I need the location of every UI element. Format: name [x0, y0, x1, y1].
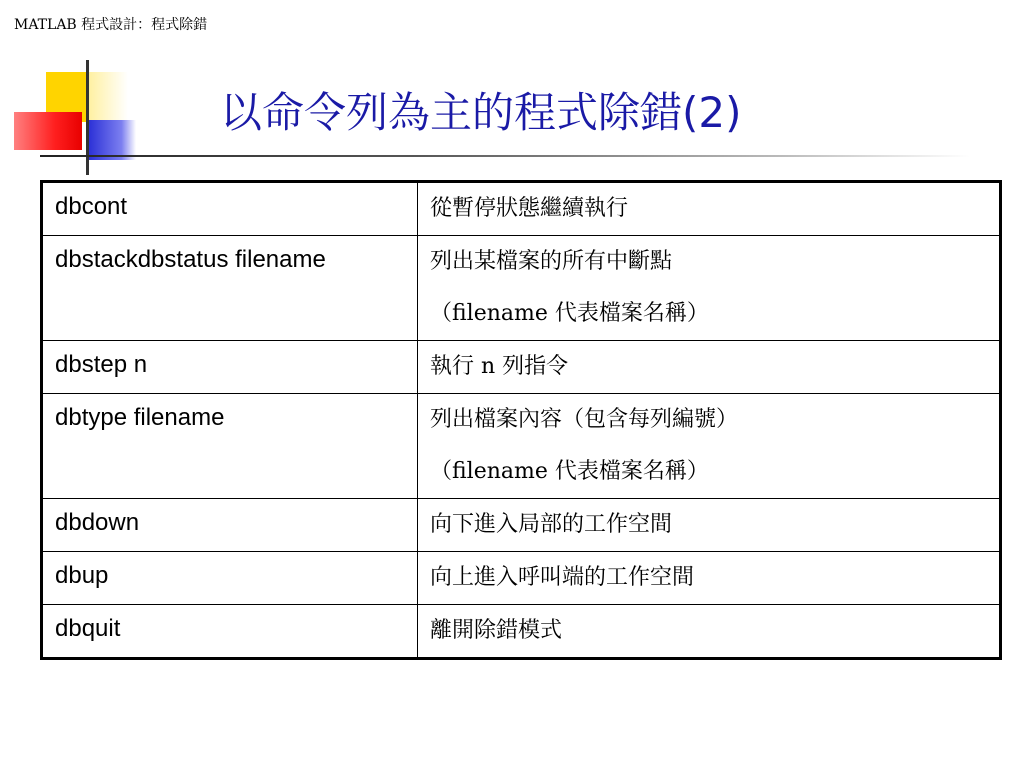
table-row	[42, 552, 1001, 605]
command-cell: dbup	[42, 552, 418, 605]
description-cell	[418, 236, 1001, 341]
description-line: （filename 代表檔案名稱）	[430, 459, 709, 484]
command-cell: dbstackdbstatus filename	[42, 236, 418, 341]
header-text: MATLAB 程式設計：程式除錯	[14, 17, 208, 33]
command-cell: dbcont	[42, 182, 418, 236]
description-cell	[418, 499, 1001, 552]
table-row	[42, 394, 1001, 499]
description-cell	[418, 341, 1001, 394]
description-line: （filename 代表檔案名稱）	[430, 301, 709, 326]
yellow-fade-square	[88, 72, 128, 122]
table-row	[42, 182, 1001, 236]
description-line: 向上進入呼叫端的工作空間	[430, 565, 695, 590]
vertical-divider	[86, 60, 89, 175]
description-cell	[418, 394, 1001, 499]
table-row	[42, 499, 1001, 552]
description-line: 從暫停狀態繼續執行	[430, 196, 629, 221]
description-line: 執行 n 列指令	[430, 354, 569, 379]
description-cell	[418, 182, 1001, 236]
description-line: 列出檔案內容（包含每列編號）	[430, 407, 739, 432]
decorative-logo	[0, 0, 150, 180]
command-table	[40, 180, 1002, 660]
description-line: 列出某檔案的所有中斷點	[430, 249, 673, 274]
title-underline	[40, 155, 970, 157]
description-cell	[418, 552, 1001, 605]
command-cell: dbtype filename	[42, 394, 418, 499]
table-row	[42, 605, 1001, 659]
slide-title	[220, 80, 742, 140]
slide-title-text: 以命令列為主的程式除錯	[220, 88, 683, 137]
table-row	[42, 236, 1001, 341]
red-square	[14, 112, 82, 150]
command-cell: dbquit	[42, 605, 418, 659]
description-cell	[418, 605, 1001, 659]
command-cell: dbdown	[42, 499, 418, 552]
table-row	[42, 341, 1001, 394]
description-line: 向下進入局部的工作空間	[430, 512, 673, 537]
command-cell: dbstep n	[42, 341, 418, 394]
slide-title-suffix: (2)	[682, 88, 742, 137]
blue-square	[88, 120, 136, 160]
description-line: 離開除錯模式	[430, 618, 563, 643]
